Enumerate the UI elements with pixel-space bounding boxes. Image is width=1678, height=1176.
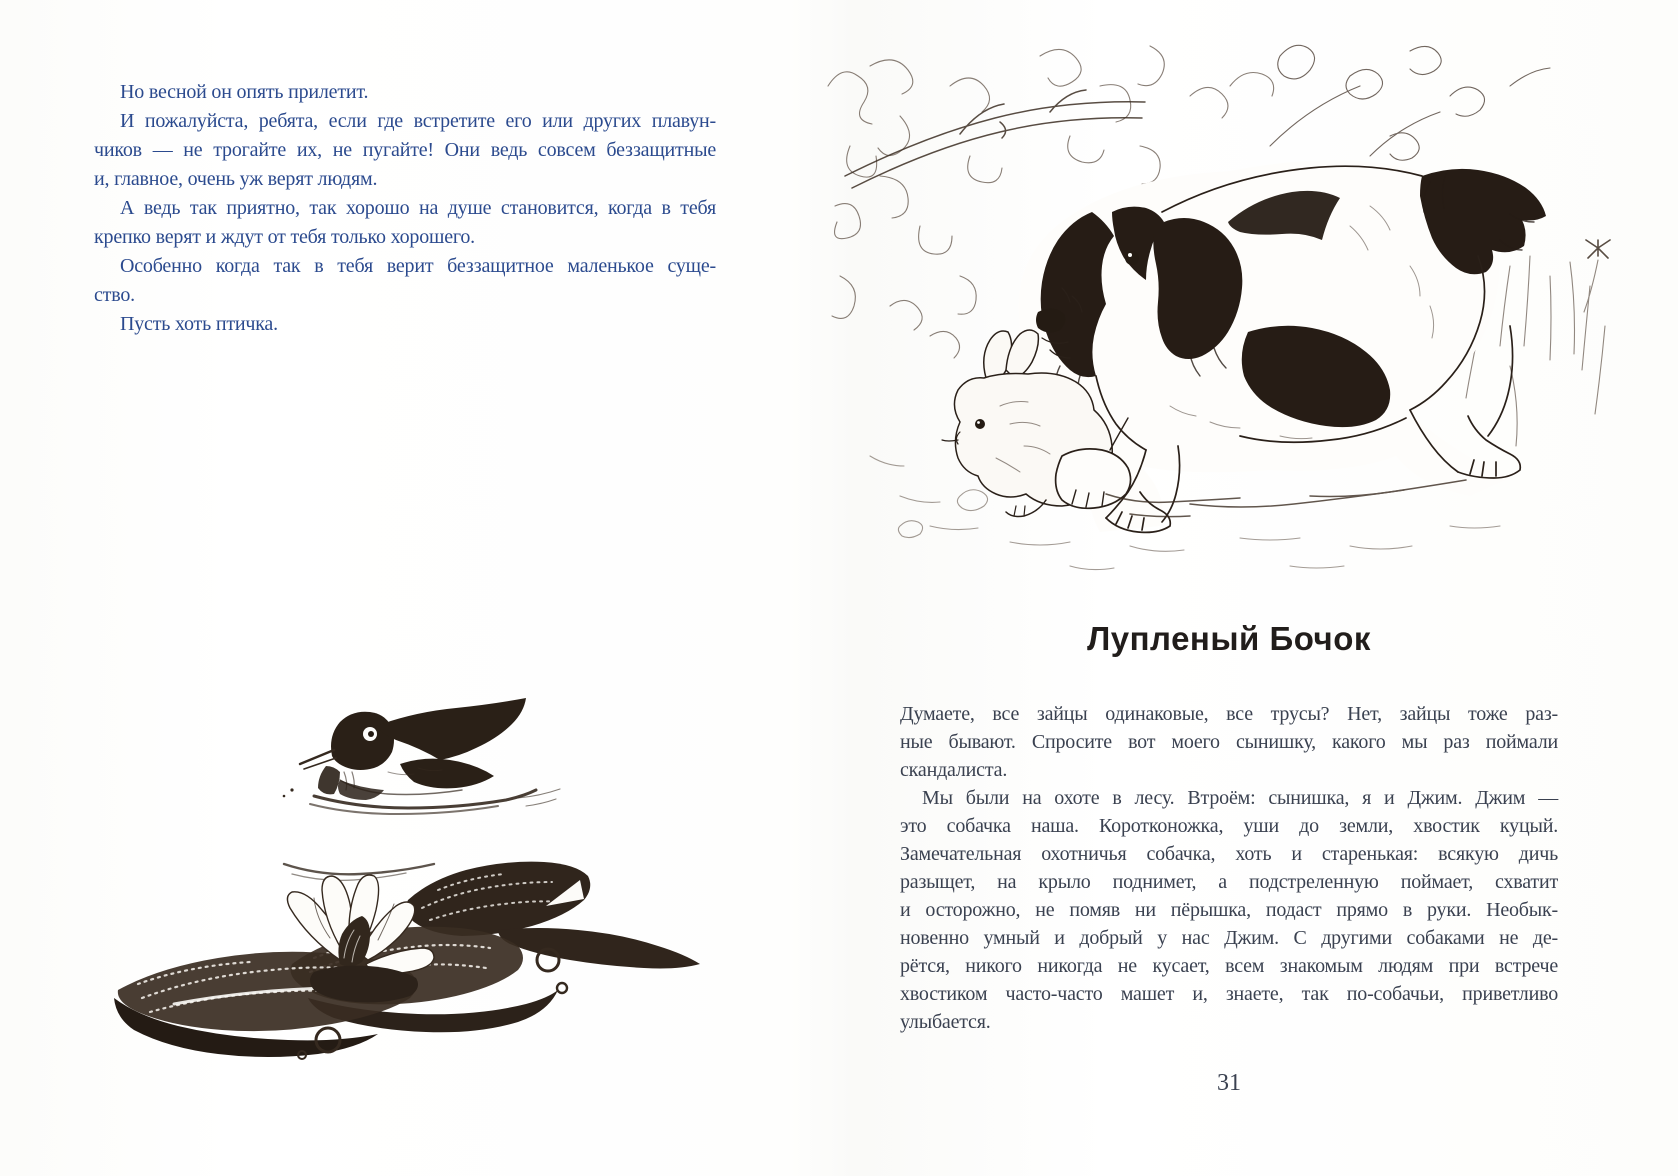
text-line: крепко верят и ждут от тебя только хорошего. (94, 226, 475, 248)
text-line: ство. (94, 284, 135, 306)
text-line: И пожалуйста, ребята, если где встретите его или других плавун- (120, 110, 716, 132)
text-line: улыбается. (900, 1011, 991, 1033)
right-page-text (900, 700, 1558, 1036)
text-line: Мы были на охоте в лесу. Втроём: сынишка, я и Джим. Джим — (922, 787, 1558, 809)
left-page-text (94, 78, 716, 339)
duck-illustration-drawing (78, 668, 726, 1060)
text-line: Замечательная охотничья собачка, хоть и старенькая: всякую дичь (900, 843, 1558, 865)
text-line: Но весной он опять прилетит. (120, 81, 369, 103)
text-line: новенно умный и добрый у нас Джим. С другими собаками не де- (900, 927, 1558, 949)
duck-illustration (78, 668, 726, 1060)
text-line: разыщет, на крыло поднимет, а подстреленную поймает, схватит (900, 871, 1558, 893)
text-line: А ведь так приятно, так хорошо на душе становится, когда в тебя (120, 197, 716, 219)
text-line: Особенно когда так в тебя верит беззащитное маленькое суще- (120, 255, 716, 277)
dog-illustration (810, 26, 1630, 578)
text-line: Думаете, все зайцы одинаковые, все трусы? Нет, зайцы тоже раз- (900, 703, 1558, 725)
page-number: 31 (1217, 1070, 1241, 1096)
text-line: и, главное, очень уж верят людям. (94, 168, 378, 190)
text-line: чиков — не трогайте их, не пугайте! Они ведь совсем беззащитные (94, 139, 716, 161)
chapter-title: Лупленый Бочок (1087, 620, 1371, 657)
text-line: скандалиста. (900, 759, 1008, 781)
text-line: рётся, никого никогда не кусает, всем знакомым людям при встрече (900, 955, 1558, 977)
dog-illustration-drawing (810, 26, 1630, 578)
text-line: хвостиком часто-часто машет и, знаете, так по-собачьи, приветливо (900, 983, 1558, 1005)
text-line: это собачка наша. Коротконожка, уши до земли, хвостик куцый. (900, 815, 1558, 837)
text-line: Пусть хоть птичка. (120, 313, 278, 335)
text-line: и осторожно, не помяв ни пёрышка, подаст прямо в руки. Необык- (900, 899, 1558, 921)
text-line: ные бывают. Спросите вот моего сынишку, какого мы раз поймали (900, 731, 1558, 753)
